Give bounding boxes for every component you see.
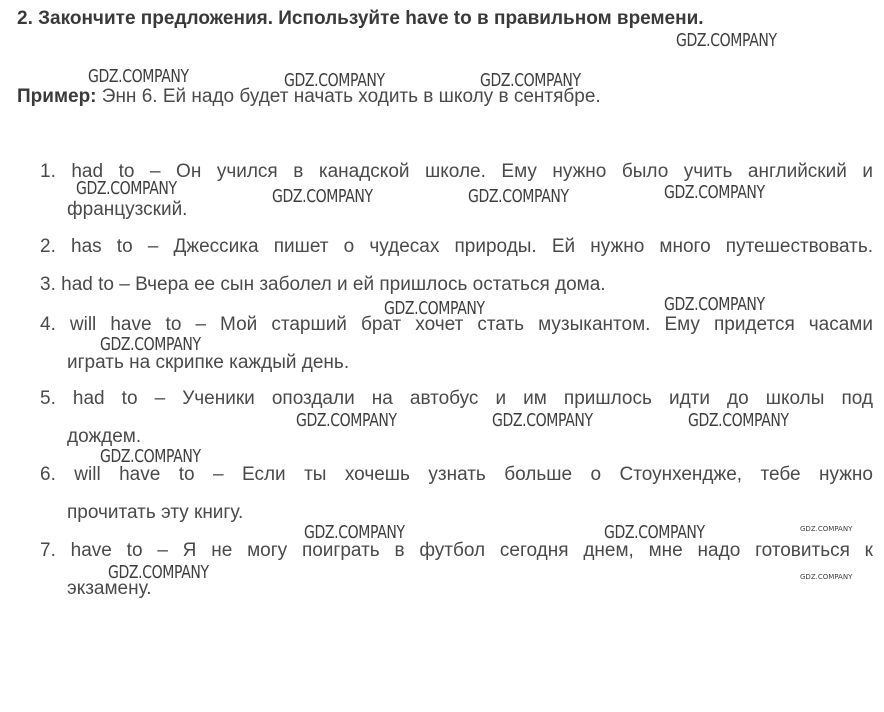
watermark: GDZ.COMPANY bbox=[800, 525, 853, 533]
watermark: GDZ.COMPANY bbox=[492, 410, 593, 431]
answer-line: 4. will have to – Мой старший брат хочет стать музыкантом. Ему придется часами bbox=[40, 314, 873, 335]
answer-item-2 bbox=[40, 228, 873, 266]
watermark: GDZ.COMPANY bbox=[664, 182, 765, 203]
watermark: GDZ.COMPANY bbox=[76, 178, 177, 199]
watermark: GDZ.COMPANY bbox=[108, 562, 209, 583]
answer-continuation: французский. bbox=[67, 199, 188, 220]
answer-line: 5. had to – Ученики опоздали на автобус и им пришлось идти до школы под bbox=[40, 388, 873, 409]
answer-continuation: прочитать эту книгу. bbox=[67, 502, 244, 523]
answer-continuation: дождем. bbox=[67, 426, 142, 447]
watermark: GDZ.COMPANY bbox=[296, 410, 397, 431]
watermark: GDZ.COMPANY bbox=[480, 70, 581, 91]
answer-item-6 bbox=[40, 456, 873, 532]
answer-continuation: играть на скрипке каждый день. bbox=[67, 352, 350, 373]
answer-continuation: экзамену. bbox=[67, 578, 152, 599]
answer-line: 6. will have to – Если ты хочешь узнать больше о Стоунхендже, тебе нужно bbox=[40, 464, 873, 485]
watermark: GDZ.COMPANY bbox=[664, 294, 765, 315]
watermark: GDZ.COMPANY bbox=[272, 186, 373, 207]
watermark: GDZ.COMPANY bbox=[100, 334, 201, 355]
answer-line: 3. had to – Вчера ее сын заболел и ей пришлось остаться дома. bbox=[40, 274, 606, 295]
example-label: Пример: bbox=[17, 86, 97, 107]
watermark: GDZ.COMPANY bbox=[284, 70, 385, 91]
watermark: GDZ.COMPANY bbox=[88, 66, 189, 87]
watermark: GDZ.COMPANY bbox=[468, 186, 569, 207]
answer-line: 7. have to – Я не могу поиграть в футбол сегодня днем, мне надо готовиться к bbox=[40, 540, 873, 561]
answer-line: 1. had to – Он учился в канадской школе. Ему нужно было учить английский и bbox=[40, 161, 873, 182]
watermark: GDZ.COMPANY bbox=[688, 410, 789, 431]
example-text: Энн 6. Ей надо будет начать ходить в школу в сентябре. bbox=[101, 86, 601, 107]
watermark: GDZ.COMPANY bbox=[800, 573, 853, 581]
answer-line: 2. has to – Джессика пишет о чудесах природы. Ей нужно много путешествовать. bbox=[40, 236, 873, 257]
task-title: 2. Закончите предложения. Используйте have to в правильном времени. bbox=[17, 8, 704, 29]
watermark: GDZ.COMPANY bbox=[304, 522, 405, 543]
watermark: GDZ.COMPANY bbox=[604, 522, 705, 543]
watermark: GDZ.COMPANY bbox=[676, 30, 777, 51]
watermark: GDZ.COMPANY bbox=[100, 446, 201, 467]
watermark: GDZ.COMPANY bbox=[384, 298, 485, 319]
